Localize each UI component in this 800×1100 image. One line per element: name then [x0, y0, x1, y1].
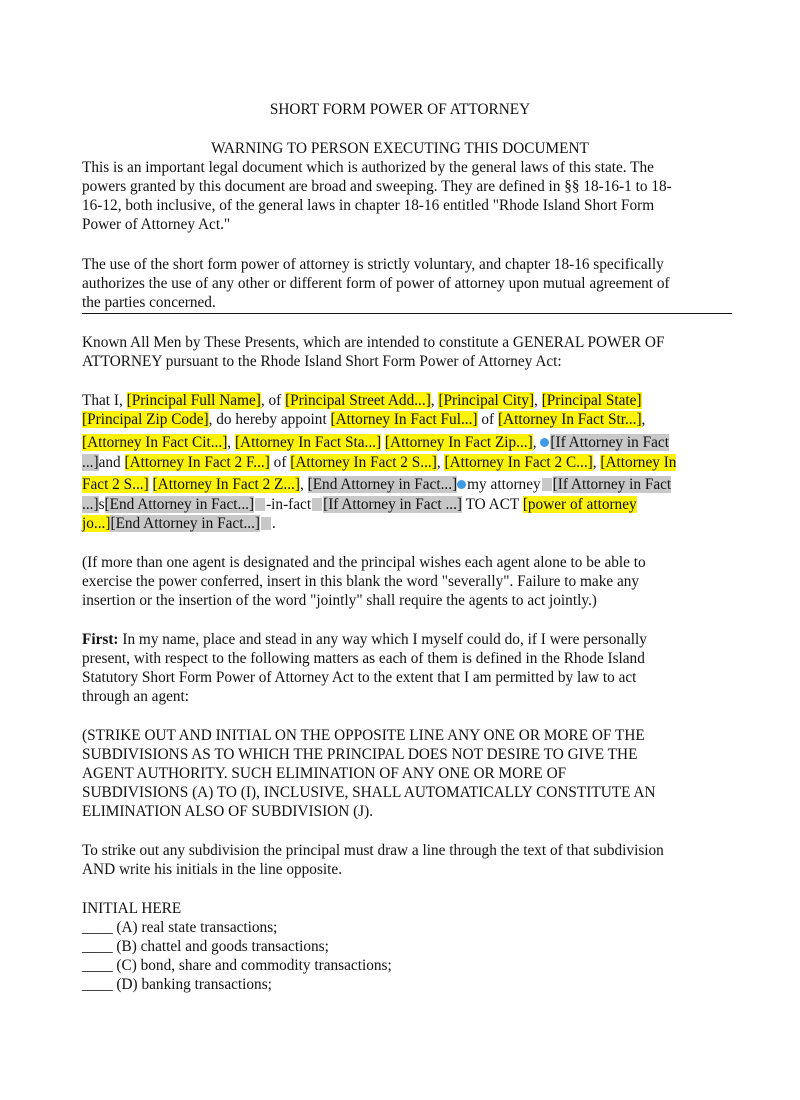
end-attorney-conditional-2[interactable]: [End Attorney in Fact...]	[104, 496, 255, 513]
conditional-placeholder	[312, 498, 322, 511]
initial-item: ____ (B) chattel and goods transactions;	[82, 938, 329, 955]
principal-state-field[interactable]: [Principal State]	[541, 392, 642, 409]
strike-line: ELIMINATION ALSO OF SUBDIVISION (J).	[82, 803, 374, 820]
known-line: Known All Men by These Presents, which are intended to constitute a GENERAL POWER OF	[82, 334, 665, 351]
conditional-marker-icon	[457, 480, 466, 489]
initial-item: ____ (C) bond, share and commodity transactions;	[82, 957, 392, 974]
appoint-line-1: That I, [Principal Full Name], of [Principal Street Add...], [Principal City], [Principal State]	[82, 392, 642, 409]
strike-line: (STRIKE OUT AND INITIAL ON THE OPPOSITE LINE ANY ONE OR MORE OF THE	[82, 727, 645, 744]
warning-line: This is an important legal document which is authorized by the general laws of this state. The	[82, 159, 654, 176]
conditional-placeholder	[542, 478, 552, 491]
attorney-zip-field[interactable]: [Attorney In Fact Zip...]	[384, 434, 533, 451]
first-line: Statutory Short Form Power of Attorney Act to the extent that I am permitted by law to act	[82, 669, 637, 686]
end-attorney-conditional[interactable]: [End Attorney in Fact...]	[307, 476, 458, 493]
voluntary-line: The use of the short form power of attorney is strictly voluntary, and chapter 18-16 specifically	[82, 256, 664, 273]
power-of-attorney-field[interactable]: [power of attorney	[522, 496, 637, 513]
initial-here-heading: INITIAL HERE	[82, 900, 182, 917]
power-of-attorney-field-cont[interactable]: jo...]	[82, 515, 111, 532]
initial-item: ____ (A) real state transactions;	[82, 919, 278, 936]
principal-street-field[interactable]: [Principal Street Add...]	[285, 392, 431, 409]
appoint-line-4: ...]and [Attorney In Fact 2 F...] of [Attorney In Fact 2 S...], [Attorney In Fact 2 C...], [Attorney In	[82, 454, 677, 471]
section-divider	[82, 313, 732, 314]
attorney-state-field[interactable]: [Attorney In Fact Sta...]	[234, 434, 382, 451]
attorney2-street-field[interactable]: [Attorney In Fact 2 S...]	[290, 454, 437, 471]
first-line: First: In my name, place and stead in any way which I myself could do, if I were personally	[82, 631, 647, 648]
appoint-line-2: [Principal Zip Code], do hereby appoint [Attorney In Fact Ful...] of [Attorney In Fact Str...],	[82, 411, 646, 428]
if-attorney-conditional[interactable]: [If Attorney in Fact	[550, 434, 669, 451]
strike-line: SUBDIVISIONS AS TO WHICH THE PRINCIPAL DOES NOT DESIRE TO GIVE THE	[82, 746, 638, 763]
attorney-city-field[interactable]: [Attorney In Fact Cit...]	[82, 434, 228, 451]
if-attorney-conditional-cont[interactable]: ...]	[82, 454, 99, 471]
appoint-line-5: Fact 2 S...] [Attorney In Fact 2 Z...], [End Attorney in Fact...] my attorney [If Attorney in Fact	[82, 476, 672, 493]
conditional-marker-icon	[540, 438, 549, 447]
warning-line: 16-12, both inclusive, of the general laws in chapter 18-16 entitled "Rhode Island Short Form	[82, 197, 655, 214]
strike-line: SUBDIVISIONS (A) TO (I), INCLUSIVE, SHALL AUTOMATICALLY CONSTITUTE AN	[82, 784, 656, 801]
severally-line: (If more than one agent is designated and the principal wishes each agent alone to be able to	[82, 554, 646, 571]
conditional-placeholder	[261, 517, 271, 530]
if-attorney-conditional-2-cont[interactable]: ...]	[82, 496, 99, 513]
attorney2-state-field[interactable]: [Attorney In	[600, 454, 677, 471]
principal-full-name-field[interactable]: [Principal Full Name]	[126, 392, 261, 409]
strike-line: AGENT AUTHORITY. SUCH ELIMINATION OF ANY ONE OR MORE OF	[82, 765, 567, 782]
attorney-street-field[interactable]: [Attorney In Fact Str...]	[497, 411, 642, 428]
appoint-line-7: jo...][End Attorney in Fact...] .	[82, 515, 276, 532]
first-line: through an agent:	[82, 688, 190, 705]
attorney2-full-name-field[interactable]: [Attorney In Fact 2 F...]	[124, 454, 270, 471]
attorney2-state-field-cont[interactable]: Fact 2 S...]	[82, 476, 149, 493]
principal-zip-field[interactable]: [Principal Zip Code]	[82, 411, 209, 428]
voluntary-line: the parties concerned.	[82, 294, 216, 311]
warning-heading: WARNING TO PERSON EXECUTING THIS DOCUMENT	[211, 140, 589, 157]
appoint-line-6: ...]s[End Attorney in Fact...] -in-fact [If Attorney in Fact ...] TO ACT [power of attorney	[82, 496, 637, 513]
severally-line: exercise the power conferred, insert in this blank the word "severally". Failure to make any	[82, 573, 640, 590]
warning-line: powers granted by this document are broad and sweeping. They are defined in §§ 18-16-1 to 18-	[82, 178, 672, 195]
attorney2-city-field[interactable]: [Attorney In Fact 2 C...]	[444, 454, 593, 471]
conditional-placeholder	[255, 498, 265, 511]
instruction-line: AND write his initials in the line opposite.	[82, 861, 343, 878]
voluntary-line: authorizes the use of any other or different form of power of attorney upon mutual agreement of	[82, 275, 670, 292]
severally-line: insertion or the insertion of the word "jointly" shall require the agents to act jointly.)	[82, 592, 597, 609]
warning-line: Power of Attorney Act."	[82, 216, 231, 233]
if-attorney-conditional-3[interactable]: [If Attorney in Fact ...]	[323, 496, 463, 513]
attorney2-zip-field[interactable]: [Attorney In Fact 2 Z...]	[152, 476, 300, 493]
instruction-line: To strike out any subdivision the principal must draw a line through the text of that subdivision	[82, 842, 664, 859]
document-title: SHORT FORM POWER OF ATTORNEY	[269, 101, 531, 118]
initial-item: ____ (D) banking transactions;	[82, 976, 272, 993]
first-line: present, with respect to the following matters as each of them is defined in the Rhode Island	[82, 650, 645, 667]
known-line: ATTORNEY pursuant to the Rhode Island Short Form Power of Attorney Act:	[82, 353, 562, 370]
first-label: First:	[82, 631, 119, 648]
end-attorney-conditional-3[interactable]: [End Attorney in Fact...]	[110, 515, 261, 532]
attorney-full-name-field[interactable]: [Attorney In Fact Ful...]	[330, 411, 478, 428]
principal-city-field[interactable]: [Principal City]	[438, 392, 535, 409]
if-attorney-conditional-2[interactable]: [If Attorney in Fact	[552, 476, 672, 493]
appoint-line-3: [Attorney In Fact Cit...], [Attorney In Fact Sta...] [Attorney In Fact Zip...], [If Attorney in Fact	[82, 434, 669, 451]
